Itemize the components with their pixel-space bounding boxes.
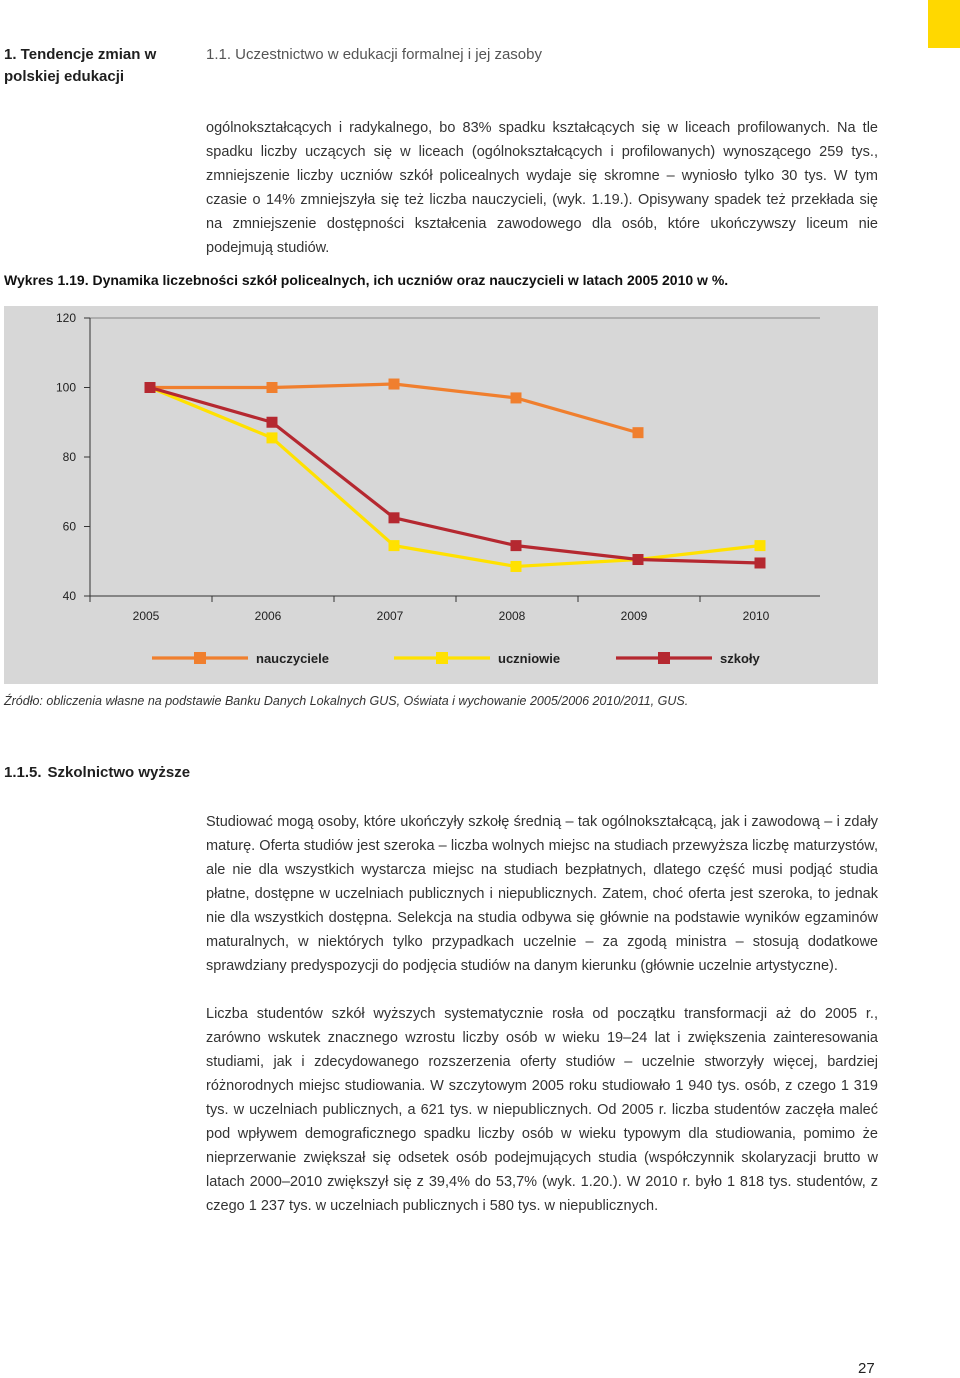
- corner-tab: [928, 0, 960, 48]
- data-point-szkoły: [389, 512, 400, 523]
- section-heading: [4, 764, 190, 781]
- data-point-szkoły: [511, 540, 522, 551]
- figure-source: Źródło: obliczenia własne na podstawie Banku Danych Lokalnych GUS, Oświata i wychowanie 2005/2006 2010/2011, GUS.: [4, 694, 689, 708]
- legend-label-nauczyciele: nauczyciele: [256, 651, 329, 666]
- x-tick-label: 2009: [620, 609, 648, 623]
- legend-label-szkoły: szkoły: [720, 651, 760, 666]
- x-tick-label: 2006: [254, 609, 282, 623]
- data-point-szkoły: [267, 417, 278, 428]
- chart-area: [4, 306, 878, 684]
- line-chart: [4, 306, 878, 684]
- page-number: 27: [858, 1360, 875, 1377]
- y-tick-label: 40: [62, 589, 76, 603]
- data-point-szkoły: [145, 382, 156, 393]
- legend-marker-uczniowie: [436, 652, 448, 664]
- figure-caption: Wykres 1.19. Dynamika liczebności szkół policealnych, ich uczniów oraz nauczycieli w latach 2005 2010 w %.: [4, 272, 729, 288]
- legend-label-uczniowie: uczniowie: [498, 651, 561, 666]
- x-tick-label: 2008: [498, 609, 526, 623]
- section-number: 1.1.5.: [4, 764, 42, 781]
- data-point-uczniowie: [267, 432, 278, 443]
- subsection-header: 1.1. Uczestnictwo w edukacji formalnej i jej zasoby: [206, 46, 542, 63]
- y-tick-label: 60: [62, 519, 76, 534]
- y-tick-label: 100: [55, 380, 76, 395]
- y-tick-label: 120: [55, 311, 76, 325]
- section-title: 1. Tendencje zmian w polskiej edukacji: [4, 46, 157, 85]
- data-point-nauczyciele: [389, 379, 400, 390]
- body-paragraph-2: [206, 1002, 878, 1218]
- body-text-2: Liczba studentów szkół wyższych systematycznie rosła od początku transformacji aż do 2005 r., zarówno wskutek znacznego wzrostu liczby osób w wieku 19–24 lat i zwiększenia zainteresowania studiami, jak i zdecydowanego rozszerzenia oferty studiów – uczelnie stworzyły więcej, bardziej różnorodnych miejsc studiowania. W szczytowym 2005 roku studiowało 1 940 tys. osób, z czego 1 319 tys. w uczelniach publicznych, a 621 tys. w niepublicznych. Od 2005 r. liczba studentów zaczęła maleć pod wpływem demograficznego spadku liczby osób w wieku typowym dla studiowania, pomimo że nieprzerwanie zwiększał się odsetek osób podejmujących studia (współczynnik skolaryzacji brutto w latach 2000–2010 zwiększył się z 39,4% do 53,7% (wyk. 1.20.). W 2010 r. było 1 818 tys. studentów, z czego 1 237 tys. w uczelniach publicznych i 580 tys. w niepublicznych.: [206, 1006, 878, 1214]
- y-tick-label: 80: [62, 450, 76, 464]
- data-point-szkoły: [633, 554, 644, 565]
- x-tick-label: 2010: [742, 609, 770, 623]
- x-tick-label: 2005: [132, 609, 160, 623]
- data-point-nauczyciele: [633, 427, 644, 438]
- section-title-text: Szkolnictwo wyższe: [47, 764, 191, 781]
- intro-paragraph: ogólnokształcących i radykalnego, bo 83% spadku kształcących się w liceach profilowanych. Na tle spadku liczby uczących się w liceach (ogólnokształcących i profilowanych) wynoszącego 259 tys., zmniejszenie liczby uczniów szkół policealnych wydaje się skromne – wyniosło tylko 30 tys. W tym czasie o 14% zmniejszyła się też liczba nauczycieli, (wyk. 1.19.). Opisywany spadek też przekłada się na zmniejszenie dostępności kształcenia zawodowego dla osób, które ukończywszy liceum nie podejmują studiów.: [206, 120, 878, 256]
- body-paragraph-1: [206, 810, 878, 978]
- data-point-nauczyciele: [267, 382, 278, 393]
- data-point-nauczyciele: [511, 392, 522, 403]
- data-point-uczniowie: [511, 561, 522, 572]
- body-text-1: Studiować mogą osoby, które ukończyły szkołę średnią – tak ogólnokształcącą, jak i zawodową – i zdały maturę. Oferta studiów jest szeroka – liczba wolnych miejsc na studiach przewyższa liczbę maturzystów, ale nie dla wszystkich wystarcza miejsc na studiach bezpłatnych, dlatego część musi podjąć studia płatne, dostępne w uczelniach publicznych i niepublicznych. Zatem, choć oferta jest szeroka, to jednak nie dla wszystkich dostępna. Selekcja na studia odbywa się głównie na podstawie wyników egzaminów maturalnych, w niektórych tylko przypadkach uczelnie – za zgodą ministra – stosują dodatkowe sprawdziany predyspozycji do podjęcia studiów na danym kierunku (głównie uczelnie artystyczne).: [206, 814, 878, 974]
- data-point-uczniowie: [389, 540, 400, 551]
- legend-marker-nauczyciele: [194, 652, 206, 664]
- series-line-szkoły: [150, 388, 760, 563]
- legend-marker-szkoły: [658, 652, 670, 664]
- data-point-uczniowie: [755, 540, 766, 551]
- data-point-szkoły: [755, 557, 766, 568]
- x-tick-label: 2007: [376, 609, 404, 623]
